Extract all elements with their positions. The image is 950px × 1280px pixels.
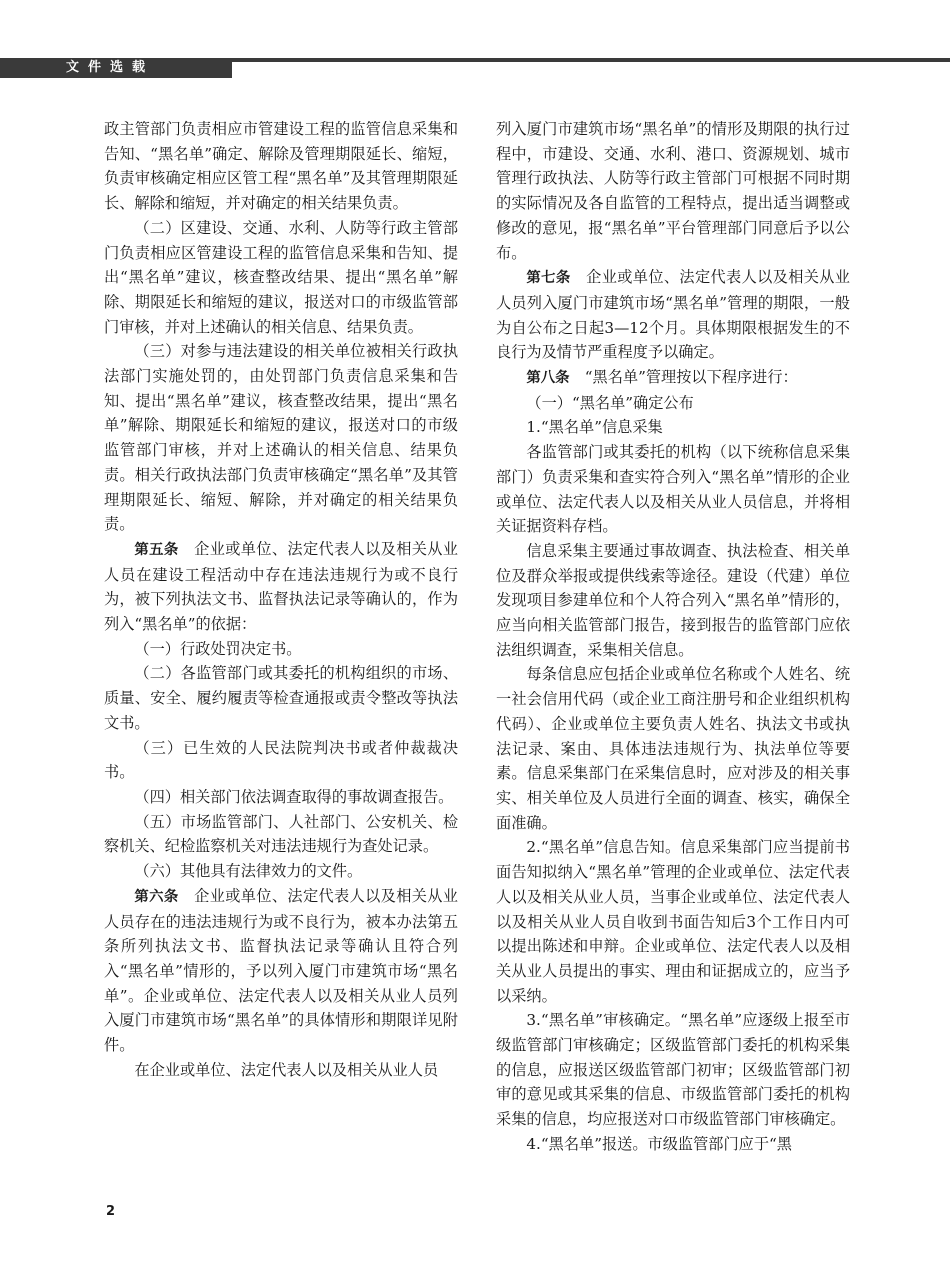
page-number: 2: [106, 1204, 116, 1219]
paragraph: 各监管部门或其委托的机构（以下统称信息采集部门）负责采集和查实符合列入“黑名单”情形的企业或单位、法定代表人以及相关从业人员信息，并将相关证据资料存档。: [496, 443, 850, 536]
article-text: “黑名单”管理按以下程序进行：: [584, 368, 798, 387]
article-8: [496, 365, 850, 391]
article-text: 企业或单位、法定代表人以及相关从业人员列入厦门市建筑市场“黑名单”管理的期限，一般为自公布之日起3—12个月。具体期限根据发生的不良行为及情节严重程度予以确定。: [496, 268, 850, 362]
article-label: 第六条: [134, 888, 179, 905]
article-label: 第八条: [526, 370, 570, 387]
paragraph: 列入厦门市建筑市场“黑名单”的情形及期限的执行过程中，市建设、交通、水利、港口、资源规划、城市管理行政执法、人防等行政主管部门可根据不同时期的实际情况及各自监管的工程特点，提出适当调整或修改的意见，报“黑名单”平台管理部门同意后予以公布。: [496, 120, 850, 262]
header-rule: [232, 58, 950, 62]
paragraph: （二）区建设、交通、水利、人防等行政主管部门负责相应区管建设工程的监管信息采集和告知、提出“黑名单”建议，核查整改结果、提出“黑名单”解除、期限延长和缩短的建议，报送对口的市级监管部门审核，并对上述确认的相关信息、结果负责。: [104, 218, 458, 336]
paragraph: 3.“黑名单”审核确定。“黑名单”应逐级上报至市级监管部门审核确定；区级监管部门委托的机构采集的信息，应报送区级监管部门初审；区级监管部门初审的意见或其采集的信息、市级监管部门委托的机构采集的信息，均应报送对口市级监管部门审核确定。: [496, 1011, 850, 1129]
paragraph: 信息采集主要通过事故调查、执法检查、相关单位及群众举报或提供线索等途径。建设（代建）单位发现项目参建单位和个人符合列入“黑名单”情形的，应当向相关监管部门报告，接到报告的监管部门应依法组织调查，采集相关信息。: [496, 541, 850, 659]
article-text: 企业或单位、法定代表人以及相关从业人员存在的违法违规行为或不良行为，被本办法第五条所列执法文书、监督执法记录等确认且符合列入“黑名单”情形的，予以列入厦门市建筑市场“黑名单”。企业或单位、法定代表人以及相关从业人员列入厦门市建筑市场“黑名单”的具体情形和期限详见附件。: [104, 886, 458, 1055]
article-7: [496, 265, 850, 365]
subsection-heading: 1.“黑名单”信息采集: [526, 418, 663, 437]
subsection-heading: （一）“黑名单”确定公布: [526, 393, 694, 412]
paragraph: 每条信息应包括企业或单位名称或个人姓名、统一社会信用代码（或企业工商注册号和企业组织机构代码）、企业或单位主要负责人姓名、执法文书或执法记录、案由、具体违法违规行为、执法单位等要素。信息采集部门在采集信息时，应对涉及的相关事实、相关单位及人员进行全面的调查、核实，确保全面准确。: [496, 665, 850, 832]
paragraph: 2.“黑名单”信息告知。信息采集部门应当提前书面告知拟纳入“黑名单”管理的企业或单位、法定代表人以及相关从业人员，当事企业或单位、法定代表人以及相关从业人员自收到书面告知后3个工作日内可以提出陈述和申辩。企业或单位、法定代表人以及相关从业人员提出的事实、理由和证据成立的，应当予以采纳。: [496, 838, 850, 1005]
article-6: [104, 884, 458, 1058]
list-item: （五）市场监管部门、人社部门、公安机关、检察机关、纪检监察机关对违法违规行为查处记录。: [104, 812, 458, 856]
paragraph: 在企业或单位、法定代表人以及相关从业人员: [134, 1060, 439, 1079]
article-text: 企业或单位、法定代表人以及相关从业人员在建设工程活动中存在违法违规行为或不良行为，被下列执法文书、监督执法记录等确认的，作为列入“黑名单”的依据：: [104, 539, 458, 634]
list-item: （四）相关部门依法调查取得的事故调查报告。: [134, 787, 454, 806]
paragraph: （三）对参与违法建设的相关单位被相关行政执法部门实施处罚的，由处罚部门负责信息采集和告知、提出“黑名单”建议，核查整改结果，提出“黑名单”解除、期限延长和缩短的建议，报送对口的市级监管部门审核，并对上述确认的相关信息、结果负责。相关行政执法部门负责审核确定“黑名单”及其管理期限延长、缩短、解除，并对确定的相关结果负责。: [104, 342, 458, 534]
list-item: （三）已生效的人民法院判决书或者仲裁裁决书。: [104, 738, 458, 782]
article-label: 第五条: [134, 541, 179, 558]
right-column: [496, 117, 850, 1157]
list-item: （六）其他具有法律效力的文件。: [134, 862, 363, 881]
section-header: [0, 58, 232, 78]
article-label: 第七条: [526, 270, 571, 287]
article-5: [104, 537, 458, 637]
left-column: [104, 117, 458, 1082]
list-item: （一）行政处罚决定书。: [134, 639, 302, 658]
paragraph: 政主管部门负责相应市管建设工程的监管信息采集和告知、“黑名单”确定、解除及管理期限延长、缩短，负责审核确定相应区管工程“黑名单”及其管理期限延长、解除和缩短，并对确定的相关结果负责。: [104, 120, 458, 213]
paragraph: 4.“黑名单”报送。市级监管部门应于“黑: [526, 1134, 792, 1153]
section-title: 文件选载: [66, 60, 155, 75]
list-item: （二）各监管部门或其委托的机构组织的市场、质量、安全、履约履责等检查通报或责令整改等执法文书。: [104, 664, 458, 732]
